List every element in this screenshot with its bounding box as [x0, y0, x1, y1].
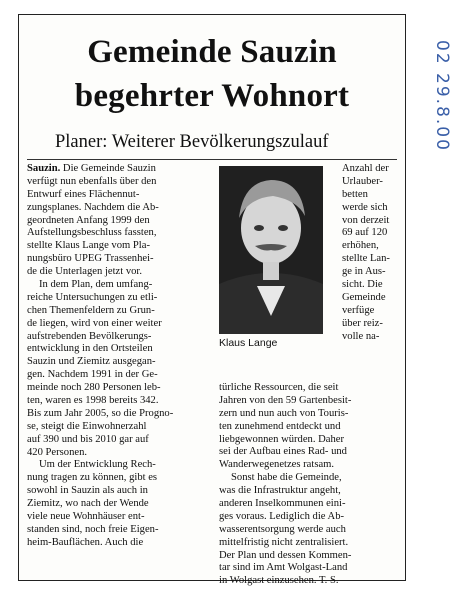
divider-rule: [27, 159, 397, 160]
article-line: zern und nun auch von Touris-: [219, 407, 349, 419]
article-line: türliche Ressourcen, die seit: [219, 382, 339, 393]
article-line: Aufstellungsbeschluss fassten,: [27, 227, 157, 239]
article-line: was die Infrastruktur angeht,: [219, 485, 341, 497]
article-line: volle na-: [342, 330, 380, 342]
article-line: Sauzin. Die Gemeinde Sauzin: [27, 163, 156, 174]
newspaper-clipping: [18, 14, 406, 587]
article-line: verfügt nun ebenfalls über den: [27, 175, 157, 187]
article-line: nung tragen zu können, gibt es: [27, 472, 158, 484]
article-line: erhöhen,: [342, 240, 379, 252]
article-line: sei der Aufbau eines Rad- und: [219, 446, 347, 458]
photo-caption: Klaus Lange: [219, 337, 278, 349]
article-line: 69 auf 120: [342, 227, 388, 239]
article-line: 420 Personen.: [27, 446, 88, 458]
article-column-1: [27, 163, 214, 550]
headline-line-1: Gemeinde Sauzin: [87, 34, 337, 70]
article-line: Bis zum Jahr 2005, so die Progno-: [27, 407, 174, 419]
article-line: stellte Klaus Lange vom Pla-: [27, 240, 150, 252]
article-line: Ziemitz, wo nach der Wende: [27, 498, 149, 510]
article-line: werde sich: [342, 201, 388, 213]
article-line: auf 390 und bis 2010 gar auf: [27, 433, 149, 445]
article-line: liebgewonnen würden. Daher: [219, 433, 345, 445]
article-line: Gemeinde: [342, 291, 386, 303]
article-line: Sonst habe die Gemeinde,: [231, 472, 342, 484]
article-line: Wanderwegenetzes ratsam.: [219, 459, 335, 471]
article-line: Entwurf eines Flächennut-: [27, 188, 140, 200]
article-line: standen sind, noch freie Eigen-: [27, 523, 159, 535]
article-line: meinde noch 280 Personen leb-: [27, 382, 161, 394]
article-line: heim-Bauflächen. Auch die: [27, 536, 144, 548]
article-line: über reiz-: [342, 317, 383, 329]
portrait-image: [219, 166, 323, 334]
article-line: mittelfristig nicht zentralisiert.: [219, 536, 349, 548]
article-line: reiche Untersuchungen zu etli-: [27, 291, 158, 303]
article-line: sicht. Die: [342, 279, 383, 291]
headline-line-2: begehrter Wohnort: [74, 78, 350, 114]
article-line: Sauzin und Ziemitz ausgegan-: [27, 356, 156, 368]
article-line: chen Themenfeldern zu Grun-: [27, 304, 155, 316]
portrait-photo: [219, 166, 323, 334]
article-line: stellte Lan-: [342, 253, 390, 265]
article-line: verfüge: [342, 304, 375, 316]
article-line: entwicklung in den Ortsteilen: [27, 343, 153, 355]
article-line: Jahren von den 59 Gartenbesit-: [219, 394, 352, 406]
article-line: de liegen, wird von einer weiter: [27, 317, 162, 329]
article-column-2-wide: [219, 382, 400, 588]
article-line: se, steigt die Einwohnerzahl: [27, 420, 147, 432]
handwritten-date: 02 29.8.00: [432, 40, 452, 152]
article-line: Der Plan und dessen Kommen-: [219, 549, 352, 561]
article-line: de die Unterlagen jetzt vor.: [27, 266, 143, 278]
article-column-2-narrow: [342, 163, 400, 343]
article-line: tar sind im Amt Wolgast-Land: [219, 562, 348, 574]
article-line: betten: [342, 188, 368, 200]
article-line: gen. Nachdem 1991 in der Ge-: [27, 369, 158, 381]
article-line: Urlauber-: [342, 175, 383, 187]
article-line: In dem Plan, dem umfang-: [39, 279, 153, 291]
article-line: ge in Aus-: [342, 266, 386, 278]
article-line: viele neue Wohnhäuser ent-: [27, 511, 145, 523]
article-line: anderen Inselkommunen eini-: [219, 498, 346, 510]
article-line: in Wolgast einzusehen. T. S.: [219, 575, 339, 587]
article-line: geordneten Anfang 1999 den: [27, 214, 150, 226]
article-line: ten zunehmend entdeckt und: [219, 420, 341, 432]
article-line: zungsplanes. Nachdem die Ab-: [27, 201, 159, 213]
article-line: Anzahl der: [342, 163, 389, 174]
article-line: ten, waren es 1998 bereits 342.: [27, 395, 159, 407]
article-line: ges voraus. Lediglich die Ab-: [219, 510, 345, 522]
article-line: Um der Entwicklung Rech-: [39, 459, 156, 471]
article-line: wasserentsorgung werde auch: [219, 523, 346, 535]
article-line: aufstrebenden Bevölkerungs-: [27, 330, 152, 342]
article-line: sowohl in Sauzin als auch in: [27, 485, 148, 497]
article-line: von derzeit: [342, 214, 390, 226]
article-line: nungsbüro UPEG Trassenhei-: [27, 253, 154, 265]
subheadline: Planer: Weiterer Bevölkerungszulauf: [55, 132, 329, 152]
dateline: Sauzin.: [27, 163, 61, 174]
